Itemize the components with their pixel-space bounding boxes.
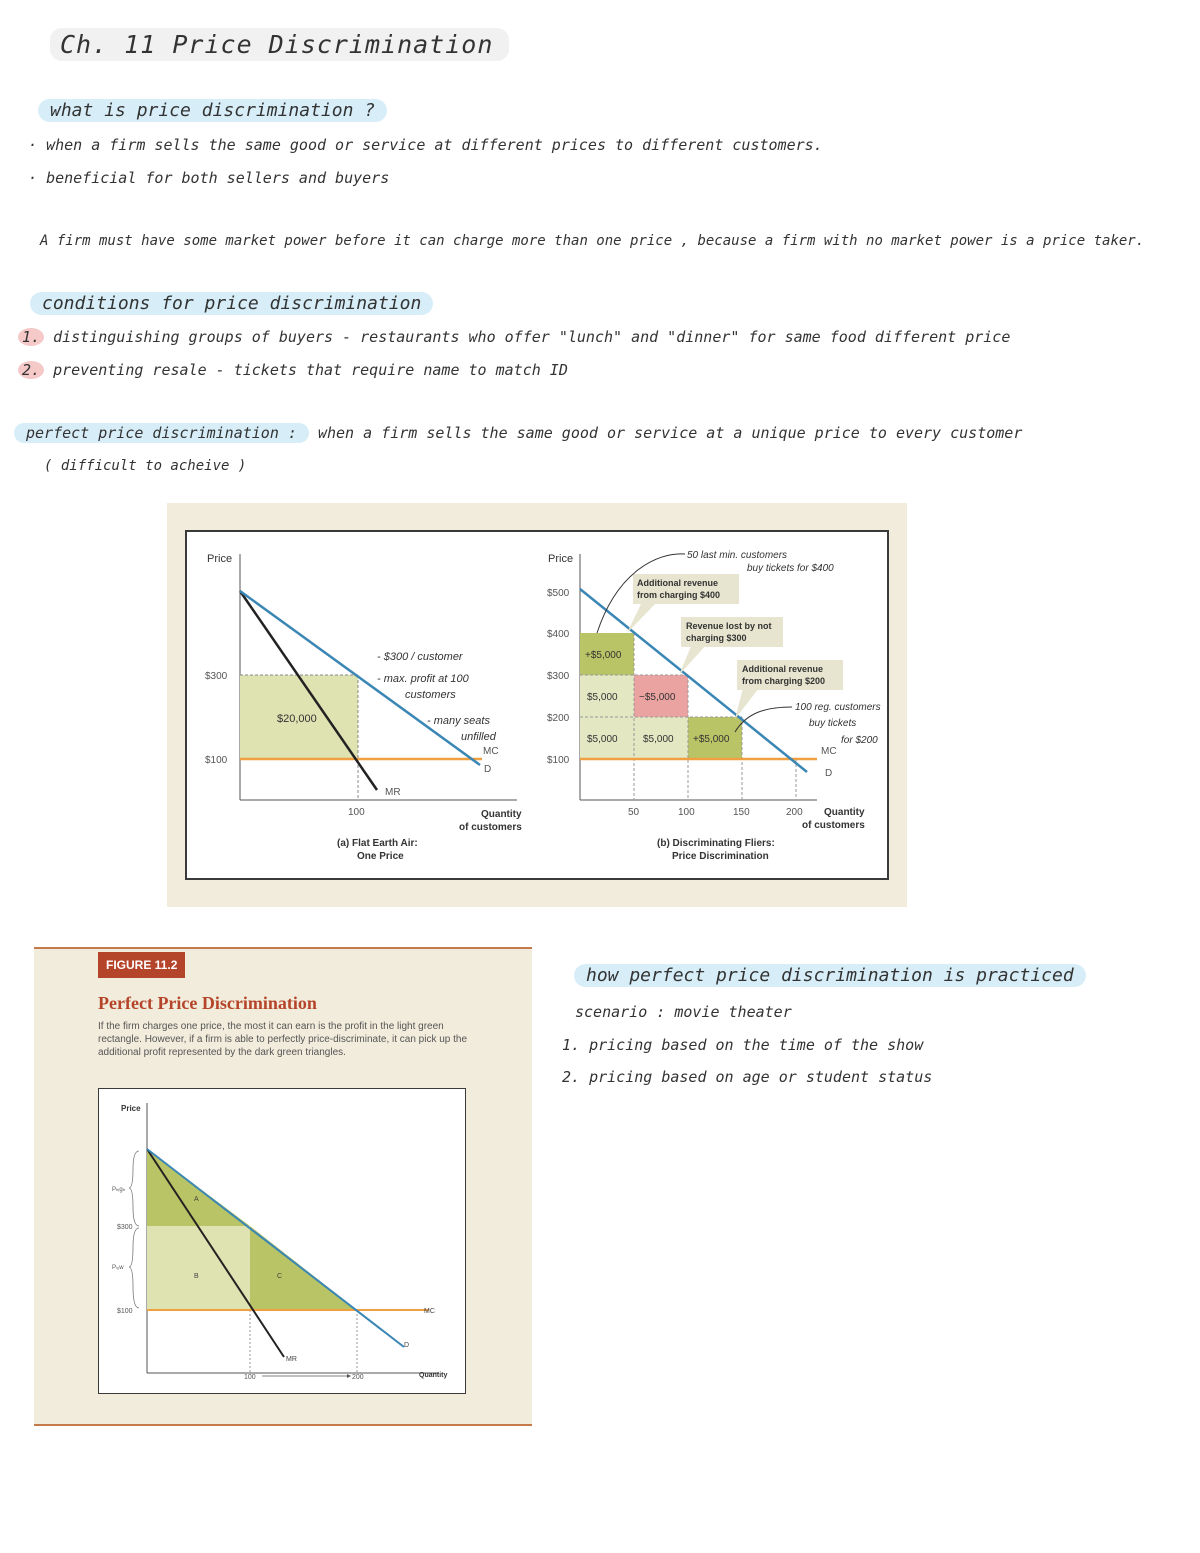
perfect-definition (14, 424, 1022, 442)
cell-label: $5,000 (643, 734, 674, 745)
callout-text: Revenue lost by not (686, 621, 772, 631)
mr-label: MR (385, 787, 401, 798)
tick-300: $300 (205, 671, 228, 682)
bullet-beneficial: · beneficial for both sellers and buyers (28, 169, 390, 187)
rect-label: $20,000 (277, 713, 317, 725)
tick-x-100: 100 (348, 807, 365, 818)
figure-caption: If the firm charges one price, the most it can earn is the profit in the light green rectangle. However, if a firm is able to perfectly price-discriminate, it can pick up the additional profit represented by the dark green triangles. (98, 1021, 468, 1058)
callout-text: from charging $400 (637, 590, 721, 600)
x-label-2: of customers (459, 822, 522, 833)
practice-item-2 (562, 1068, 932, 1086)
tick-200: $200 (547, 713, 570, 724)
mr-label: MR (286, 1356, 297, 1363)
d-label: D (404, 1342, 410, 1349)
callout-text: Additional revenue (637, 578, 719, 588)
item-number: 2. (562, 1068, 581, 1086)
y-label: Price (207, 553, 233, 565)
caption-a-1: (a) Flat Earth Air: (337, 838, 418, 849)
cell-label: +$5,000 (693, 734, 730, 745)
tick-500: $500 (547, 588, 570, 599)
perfect-sub: ( difficult to acheive ) (44, 458, 247, 474)
d-label: D (484, 764, 492, 775)
page-title: Ch. 11 Price Discrimination (50, 28, 509, 61)
item-text: distinguishing groups of buyers - restaurants who offer "lunch" and "dinner" for same food different price (53, 328, 1011, 346)
tick-400: $400 (547, 629, 570, 640)
note-b-3: 100 reg. customers (795, 702, 881, 713)
x-label-2: of customers (802, 820, 865, 831)
note-a-5: unfilled (461, 731, 496, 743)
cell-label: $5,000 (587, 734, 618, 745)
tick-x-200: 200 (786, 807, 803, 818)
term: perfect price discrimination : (14, 423, 309, 443)
item-number: 1. (562, 1036, 581, 1054)
d-label: D (825, 768, 833, 779)
figure-svg (187, 532, 887, 878)
mc-label: MC (821, 746, 837, 757)
label-a: A (194, 1196, 199, 1203)
x-label-1: Quantity (481, 809, 522, 820)
note-a-4: - many seats (427, 715, 490, 727)
tick-x-150: 150 (733, 807, 750, 818)
x-label: Quantity (419, 1372, 448, 1379)
note-b-1: 50 last min. customers (687, 550, 788, 561)
figure-11-2-svg (99, 1089, 465, 1393)
callout-pointer (679, 644, 707, 675)
note-b-4: buy tickets (809, 718, 857, 729)
bullet-definition: · when a firm sells the same good or service at different prices to different customers. (28, 136, 823, 154)
item-number: 1. (18, 328, 44, 346)
label-c: C (277, 1273, 283, 1280)
note-b-5: for $200 (841, 735, 878, 746)
callout-text: Additional revenue (742, 664, 824, 674)
tick-300: $300 (117, 1224, 133, 1231)
callout-pointer (627, 602, 657, 633)
x-label-1: Quantity (824, 807, 865, 818)
item-text: pricing based on age or student status (589, 1068, 933, 1086)
condition-item-2 (18, 361, 568, 379)
panel-a (205, 553, 522, 862)
brace-high (129, 1151, 139, 1226)
rectangle-b (147, 1226, 250, 1310)
item-text: preventing resale - tickets that require name to match ID (53, 361, 568, 379)
item-text: pricing based on the time of the show (589, 1036, 924, 1054)
y-label: Price (121, 1104, 141, 1113)
tick-x-50: 50 (628, 807, 640, 818)
tick-p-low: Pₗₒw (112, 1265, 124, 1271)
callout-text: charging $300 (686, 633, 747, 643)
section-heading-conditions: conditions for price discrimination (30, 292, 433, 315)
brace-low (129, 1228, 139, 1308)
caption-b-2: Price Discrimination (672, 851, 769, 862)
tick-100: $100 (205, 755, 228, 766)
item-number: 2. (18, 361, 44, 379)
mc-label: MC (424, 1308, 435, 1315)
figure-label: FIGURE 11.2 (98, 952, 185, 978)
tick-100: $100 (547, 755, 570, 766)
mc-label: MC (483, 746, 499, 757)
tick-x-200: 200 (352, 1374, 364, 1381)
figure-title: Perfect Price Discrimination (98, 993, 317, 1013)
condition-item-1 (18, 328, 1010, 346)
cell-label: +$5,000 (585, 650, 622, 661)
caption-a-2: One Price (357, 851, 404, 862)
bullet-text: when a firm sells the same good or service at different prices to different customers. (46, 136, 823, 154)
cell-label: $5,000 (587, 692, 618, 703)
cell-label: −$5,000 (639, 692, 676, 703)
tick-300: $300 (547, 671, 570, 682)
figure-frame (185, 530, 889, 880)
callout-text: from charging $200 (742, 676, 826, 686)
tick-100: $100 (117, 1308, 133, 1315)
panel-b (547, 550, 881, 862)
scenario-line: scenario : movie theater (575, 1003, 792, 1021)
note-a-2: - max. profit at 100 (377, 673, 469, 685)
practice-item-1 (562, 1036, 923, 1054)
tick-x-100: 100 (678, 807, 695, 818)
x-arrow-head (347, 1374, 351, 1378)
note-a-1: - $300 / customer (377, 651, 463, 663)
definition-text: when a firm sells the same good or service at a unique price to every customer (317, 424, 1023, 442)
bullet-text: beneficial for both sellers and buyers (46, 169, 390, 187)
market-power-note: A firm must have some market power before it can charge more than one price , because a firm with no market power is a price taker. (40, 233, 1145, 249)
note-a-3: customers (405, 689, 456, 701)
section-heading-practice: how perfect price discrimination is practiced (574, 964, 1086, 987)
y-label: Price (548, 553, 574, 565)
section-heading-what: what is price discrimination ? (38, 99, 387, 122)
label-b: B (194, 1273, 199, 1280)
tick-x-100: 100 (244, 1374, 256, 1381)
callout-pointer (735, 688, 759, 719)
tick-p-high: Pₕᵢgₕ (112, 1187, 126, 1193)
figure-11-2-frame (98, 1088, 466, 1394)
caption-b-1: (b) Discriminating Fliers: (657, 838, 775, 849)
note-b-2: buy tickets for $400 (747, 563, 834, 574)
